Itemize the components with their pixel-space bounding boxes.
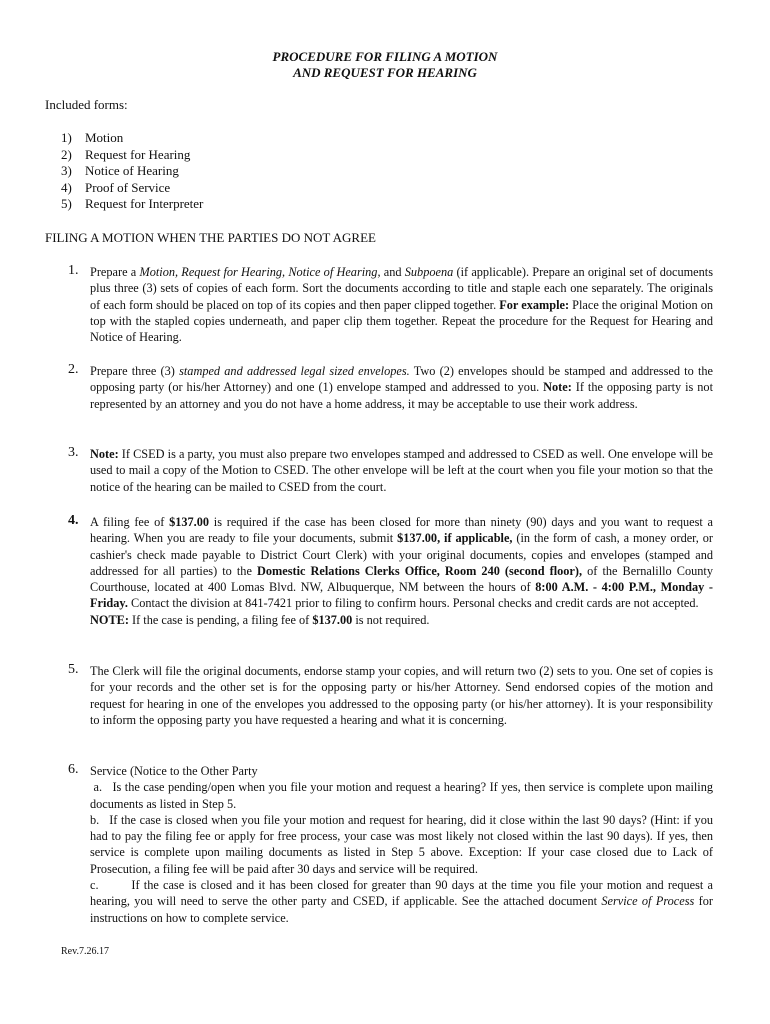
step-text	[90, 763, 713, 926]
list-item	[61, 196, 203, 213]
included-forms-label: Included forms:	[45, 97, 128, 112]
step-5	[68, 663, 713, 728]
list-item-number: 5)	[61, 196, 72, 211]
step-text: Prepare a Motion, Request for Hearing, Notice of Hearing, and Subpoena (if applicable). Prepare an original set of documents plus three (3) sets of copies of each form. Sort the documents according to title and staple each one separately. The originals of each form should be placed on top of its copies and then paper clipped together. For example: Place the original Motion on top with the stapled copies underneath, and paper clip them together. Repeat the procedure for the Request for Hearing and Notice of Hearing.	[90, 265, 713, 345]
step-text: Prepare three (3) stamped and addressed legal sized envelopes. Two (2) envelopes should be stamped and addressed to the opposing party (or his/her Attorney) and one (1) envelope stamped and addressed to you. Note: If the opposing party is not represented by an attorney and you do not have a home address, it may be acceptable to use their work address.	[90, 364, 713, 411]
list-item-label: Notice of Hearing	[85, 163, 179, 178]
step-number: 4.	[68, 513, 79, 528]
step-text: The Clerk will file the original documents, endorse stamp your copies, and will return two (2) sets to you. One set of copies is for your records and the other set is for the opposing party or his/her Attorney. Send endorsed copies of the motion and request for hearing in one of the envelopes you addressed to the opposing party (or his/her attorney). It is your responsibility to inform the opposing party you have requested a hearing and what it is concerning.	[90, 664, 713, 727]
list-item	[61, 130, 203, 147]
step-1	[68, 264, 713, 345]
step-6	[68, 763, 713, 926]
list-item	[61, 147, 203, 164]
list-item	[61, 180, 203, 197]
step-number: 3.	[68, 445, 79, 460]
sub-item-c: c. If the case is closed and it has been closed for greater than 90 days at the time you file your motion and request a hearing, you will need to serve the other party and CSED, if applicable. See the attached document Service of Process for instructions on how to complete service.	[90, 878, 714, 925]
list-item-label: Proof of Service	[85, 179, 171, 195]
list-item	[61, 163, 203, 180]
list-item-label: Motion	[85, 130, 124, 145]
step-number: 1.	[68, 263, 79, 278]
step-2	[68, 363, 713, 412]
revision-footer: Rev.7.26.17	[61, 946, 109, 957]
step-3	[68, 446, 713, 495]
list-item-number: 1)	[61, 130, 72, 145]
list-item-number: 3)	[61, 163, 72, 178]
list-item-number: 2)	[61, 146, 72, 162]
step-4	[68, 514, 713, 628]
sub-item-b: b. If the case is closed when you file your motion and request for hearing, did it close within the last 90 days? (Hint: if you had to pay the filing fee or apply for free process, your case was most likely not closed within the last 90 days). If yes, then service is complete upon mailing documents as listed in Step 5 above. Exception: If your case closed due to Lack of Prosecution, a filing fee will be paid after 30 days and service will be required.	[90, 812, 713, 876]
list-item-number: 4)	[61, 179, 72, 195]
list-item-label: Request for Hearing	[85, 146, 191, 162]
step-text: Note: If CSED is a party, you must also prepare two envelopes stamped and addressed to CSED as well. One envelope will be used to mail a copy of the Motion to CSED. The other envelope will be left at the court when you file your motion so that the notice of the hearing can be mailed to CSED from the court.	[90, 447, 713, 494]
title-line-1: PROCEDURE FOR FILING A MOTION	[272, 49, 498, 64]
step-6-heading: Service (Notice to the Other Party	[90, 764, 258, 778]
list-item-label: Request for Interpreter	[85, 196, 204, 211]
step-number: 6.	[68, 762, 79, 777]
step-number: 5.	[68, 662, 79, 677]
sub-item-a: a. Is the case pending/open when you file your motion and request a hearing? If yes, then service is complete upon mailing documents as listed in Step 5.	[90, 780, 714, 811]
step-text: A filing fee of $137.00 is required if the case has been closed for more than ninety (90) days and you want to request a hearing. When you are ready to file your documents, submit $137.00, if applicable, (in the form of cash, a money order, or cashier's check made payable to District Court Clerk) with your original documents, copies and envelopes (stamped and addressed for all parties) to the Domestic Relations Clerks Office, Room 240 (second floor), of the Bernalillo County Courthouse, located at 400 Lomas Blvd. NW, Albuquerque, NM between the hours of 8:00 A.M. - 4:00 P.M., Monday - Friday. Contact the division at 841-7421 prior to filing to confirm hours. Personal checks and credit cards are not accepted. NOTE: If the case is pending, a filing fee of $137.00 is not required.	[90, 515, 713, 627]
section-heading: FILING A MOTION WHEN THE PARTIES DO NOT AGREE	[45, 230, 376, 245]
step-number: 2.	[68, 362, 79, 377]
included-forms-list	[61, 130, 203, 213]
title-line-2: AND REQUEST FOR HEARING	[293, 65, 477, 80]
